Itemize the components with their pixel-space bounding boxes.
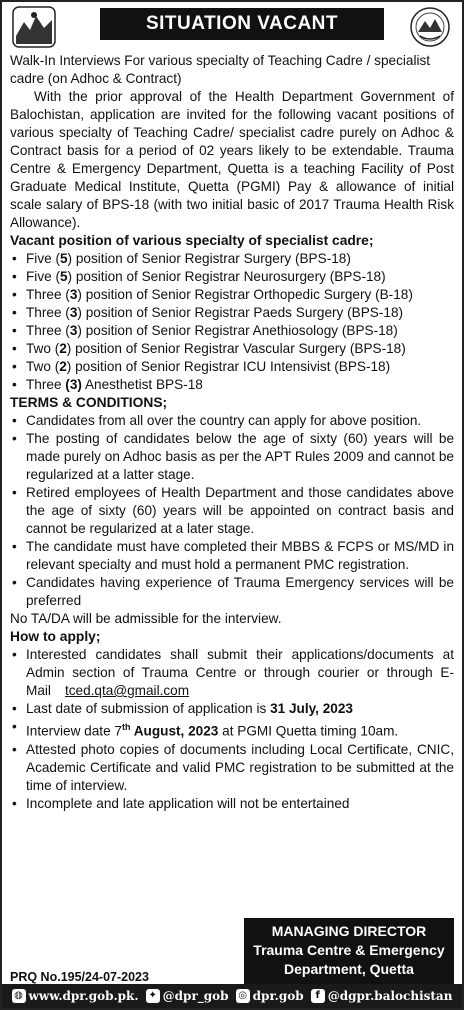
managing-director-box: [244, 918, 454, 984]
website-link[interactable]: ◍ www.dpr.gob.pk.: [12, 989, 139, 1003]
twitter-icon: ✦: [146, 989, 160, 1003]
vacant-item: • Five (5) position of Senior Registrar Surgery (BPS-18): [10, 250, 454, 268]
terms-item: • Retired employees of Health Department and those candidates above the age of sixty (60) years will be appointed on contract basis and cannot be regularized at a later stage.: [10, 484, 454, 538]
md-title: MANAGING DIRECTOR: [271, 923, 427, 939]
apply-item: • Interested candidates shall submit their applications/documents at Admin section of Trauma Centre or through courier or through E-Mail tced.qta@gmail.com: [10, 646, 454, 700]
page-title: SITUATION VACANT: [100, 8, 384, 40]
footer-row: [10, 918, 454, 984]
vacant-heading: Vacant position of various specialty of specialist cadre;: [10, 233, 374, 248]
prq-number: PRQ No.195/24-07-2023: [10, 970, 149, 984]
social-media-bar: [2, 984, 462, 1008]
facebook-icon: f: [311, 989, 325, 1003]
vacant-item: • Two (2) position of Senior Registrar ICU Intensivist (BPS-18): [10, 358, 454, 376]
vacant-item: • Three (3) Anesthetist BPS-18: [10, 376, 454, 394]
terms-item: • The candidate must have completed their MBBS & FCPS or MS/MD in relevant specialty and must hold a permanent PMC registration.: [10, 538, 454, 574]
vacant-item: • Three (3) position of Senior Registrar Anethiosology (BPS-18): [10, 322, 454, 340]
government-seal-right-icon: [408, 6, 452, 48]
terms-item: • Candidates from all over the country can apply for above position.: [10, 412, 454, 430]
advertisement-body: [10, 52, 454, 813]
how-to-apply-heading: How to apply;: [10, 629, 101, 644]
apply-list: [10, 646, 454, 813]
terms-heading: TERMS & CONDITIONS;: [10, 395, 168, 410]
apply-item: • Attested photo copies of documents including Local Certificate, CNIC, Academic Certificate and valid PMC registration to be submitted at the time of interview.: [10, 741, 454, 795]
terms-item: • Candidates having experience of Trauma Emergency services will be preferred: [10, 574, 454, 610]
globe-icon: ◍: [12, 989, 26, 1003]
apply-item: • Last date of submission of application is 31 July, 2023: [10, 700, 454, 718]
twitter-link[interactable]: ✦ @dpr_gob: [146, 989, 229, 1003]
md-dept-line: Department, Quetta: [284, 961, 414, 977]
header: [10, 2, 454, 52]
instagram-link[interactable]: ◎ dpr.gob: [236, 989, 304, 1003]
vacant-positions-list: [10, 250, 454, 394]
apply-item: • Interview date 7th August, 2023 at PGMI Quetta timing 10am.: [10, 718, 454, 741]
balochistan-emblem-left-icon: [12, 6, 56, 48]
terms-list: [10, 412, 454, 610]
facebook-link[interactable]: f @dgpr.balochistan: [311, 989, 453, 1003]
contact-email-link[interactable]: tced.qta@gmail.com: [64, 683, 190, 698]
terms-item: • The posting of candidates below the age of sixty (60) years will be made purely on Adhoc basis as per the APT Rules 2009 and cannot be regularized at a latter stage.: [10, 430, 454, 484]
vacant-item: • Two (2) position of Senior Registrar Vascular Surgery (BPS-18): [10, 340, 454, 358]
vacant-item: • Three (3) position of Senior Registrar Paeds Surgery (BPS-18): [10, 304, 454, 322]
md-org-line: Trauma Centre & Emergency: [253, 942, 445, 958]
instagram-icon: ◎: [236, 989, 250, 1003]
vacant-item: • Five (5) position of Senior Registrar Neurosurgery (BPS-18): [10, 268, 454, 286]
walk-in-intro: Walk-In Interviews For various specialty of Teaching Cadre / specialist cadre (on Adhoc & Contract): [10, 53, 431, 86]
vacant-item: • Three (3) position of Senior Registrar Orthopedic Surgery (B-18): [10, 286, 454, 304]
apply-item: • Incomplete and late application will not be entertained: [10, 795, 454, 813]
ta-da-note: No TA/DA will be admissible for the interview.: [10, 611, 282, 626]
intro-paragraph: With the prior approval of the Health Department Government of Balochistan, application are invited for the following vacant positions of various specialty of Teaching Cadre/ specialist cadre purely on Adhoc & Contract basis for a period of 02 years likely to be extendable. Trauma Centre & Emergency Department, Quetta is a teaching Facility of Post Graduate Medical Institute, Quetta (PGMI) Pay & allowance of initial scale salary of BPS-18 (with two initial basic of 2017 Trauma Health Risk Allowance).: [10, 89, 454, 230]
